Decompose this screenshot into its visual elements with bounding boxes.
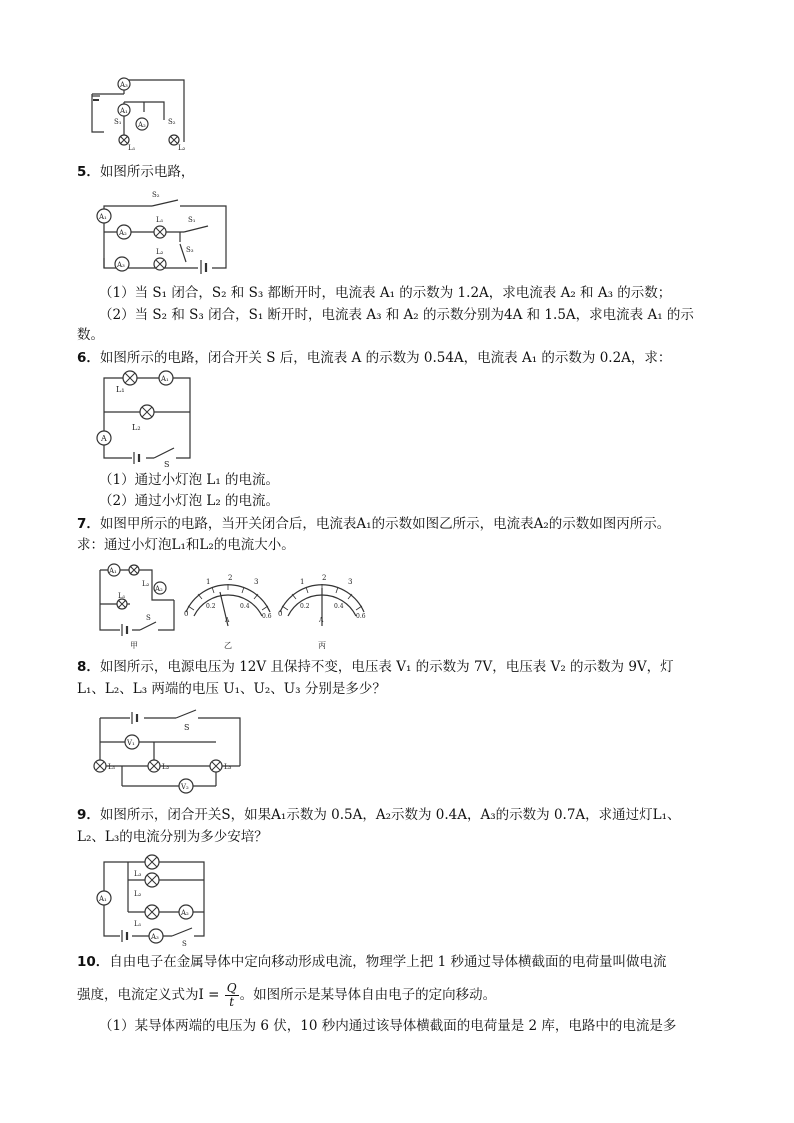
q9-number: 9． [77,807,100,823]
svg-text:L₃: L₃ [134,870,142,878]
q5-circuit-figure [94,186,234,278]
svg-text:S₁: S₁ [188,216,196,224]
q5-number: 5． [77,164,100,180]
q10-number: 10． [77,954,110,970]
q10-fraction-numerator: Q [226,981,237,995]
svg-text:L₂: L₂ [142,580,150,588]
svg-text:S: S [146,614,151,622]
q4-circuit-figure [84,72,194,152]
svg-text:乙: 乙 [224,641,232,650]
svg-text:甲: 甲 [130,641,138,650]
svg-text:3: 3 [254,578,259,586]
svg-text:0.4: 0.4 [240,603,250,610]
q7-dial-yi [184,574,272,650]
svg-text:0.2: 0.2 [300,603,310,610]
q9-circuit-figure [94,850,214,946]
q7-dial-bing [278,574,366,650]
svg-text:L₁: L₁ [134,920,142,928]
q7-stem-line2: 求：通过小灯泡L₁和L₂的电流大小。 [77,537,295,553]
q10-stem-line2 [77,982,496,1009]
svg-text:V₂: V₂ [181,783,189,791]
svg-text:A₃: A₃ [117,261,125,269]
q6-text: 如图所示的电路，闭合开关 S 后，电流表 A 的示数为 0.54A，电流表 A₁ 的示数为 0.2A，求： [99,350,672,366]
svg-text:S₃: S₃ [186,246,194,254]
q7-stem [77,514,670,534]
q6-stem [77,348,671,368]
svg-text:A₁: A₁ [120,107,128,115]
q10-definition-text-end: 。如图所示是某导体自由电子的定向移动。 [239,987,497,1003]
q5-text: 如图所示电路， [99,164,195,180]
q6-circuit-figure [92,368,202,468]
q8-stem [77,657,674,677]
svg-text:L₂: L₂ [156,248,164,256]
svg-text:V₁: V₁ [127,739,135,747]
svg-text:1: 1 [206,578,211,586]
svg-text:0.4: 0.4 [334,603,344,610]
svg-text:A₂: A₂ [119,229,127,237]
svg-text:A₁: A₁ [161,375,169,383]
svg-text:0: 0 [278,610,283,618]
svg-text:S: S [182,940,187,946]
q9-stem [77,805,681,825]
svg-text:S₂: S₂ [168,118,176,126]
svg-text:A: A [319,617,324,624]
svg-text:1: 1 [300,578,305,586]
q8-stem-line2: L₁、L₂、L₃ 两端的电压 U₁、U₂、U₃ 分别是多少？ [77,681,386,697]
svg-text:0.2: 0.2 [206,603,216,610]
svg-text:A₂: A₂ [181,909,189,917]
svg-text:A₃: A₃ [151,933,159,941]
svg-text:L₁: L₁ [116,385,125,394]
svg-text:2: 2 [322,574,327,582]
svg-text:3: 3 [348,578,353,586]
svg-text:L₁: L₁ [128,144,136,152]
svg-text:A: A [101,434,107,443]
svg-text:L₃: L₃ [224,763,232,771]
q5-part1: （1）当 S₁ 闭合，S₂ 和 S₃ 都断开时，电流表 A₁ 的示数为 1.2A，求电流表 A₂ 和 A₃ 的示数； [99,285,672,301]
svg-text:L₁: L₁ [118,592,126,600]
svg-text:A₂: A₂ [155,585,163,593]
q9-stem-line2: L₂、L₃的电流分别为多少安培？ [77,829,268,845]
svg-text:S₁: S₁ [114,118,122,126]
svg-text:A₁: A₁ [99,213,107,221]
svg-text:L₁: L₁ [108,763,116,771]
svg-text:A₂: A₂ [138,121,146,129]
svg-text:A₁: A₁ [99,895,107,903]
svg-text:S: S [164,460,170,468]
q8-text: 如图所示，电源电压为 12V 且保持不变，电压表 V₁ 的示数为 7V，电压表 V₂ 的示数为 9V，灯 [99,659,674,675]
svg-text:2: 2 [228,574,233,582]
q10-part1: （1）某导体两端的电压为 6 伏，10 秒内通过该导体横截面的电荷量是 2 库，电路中的电流是多 [99,1018,677,1034]
q5-part2-line1: （2）当 S₂ 和 S₃ 闭合，S₁ 断开时，电流表 A₃ 和 A₂ 的示数分别为4A 和 1.5A，求电流表 A₁ 的示 [99,307,694,323]
svg-text:L₂: L₂ [178,144,186,152]
q7-text: 如图甲所示的电路，当开关闭合后，电流表A₁的示数如图乙所示，电流表A₂的示数如图丙所示。 [99,516,671,532]
svg-text:L₂: L₂ [132,423,141,432]
svg-text:0: 0 [184,610,189,618]
q5-part2-line2: 数。 [77,327,104,343]
q9-text: 如图所示，闭合开关S，如果A₁示数为 0.5A，A₂示数为 0.4A，A₃的示数为 0.7A，求通过灯L₁、 [99,807,681,823]
svg-text:A₁: A₁ [109,567,117,575]
q10-text: 自由电子在金属导体中定向移动形成电流，物理学上把 1 秒通过导体横截面的电荷量叫做电流 [109,954,667,970]
q10-formula-fraction [225,982,239,1009]
q6-number: 6． [77,350,100,366]
svg-text:L₂: L₂ [162,763,170,771]
q8-number: 8． [77,659,100,675]
svg-text:A₃: A₃ [120,81,128,89]
q6-part2: （2）通过小灯泡 L₂ 的电流。 [99,493,280,509]
svg-text:0.6: 0.6 [262,613,272,620]
svg-text:L₁: L₁ [156,216,164,224]
svg-text:A: A [225,617,230,624]
q5-stem [77,162,194,182]
q10-fraction-denominator: t [229,995,235,1009]
svg-text:S₂: S₂ [152,191,160,199]
q10-stem [77,952,666,972]
svg-text:丙: 丙 [318,641,326,650]
q7-number: 7． [77,516,100,532]
q6-part1: （1）通过小灯泡 L₁ 的电流。 [99,472,280,488]
svg-text:S: S [184,723,190,732]
svg-text:0.6: 0.6 [356,613,366,620]
q8-circuit-figure [90,706,250,796]
q10-definition-text: 强度，电流定义式为I = [77,987,220,1003]
svg-text:L₂: L₂ [134,890,142,898]
q7-figures [94,560,394,652]
